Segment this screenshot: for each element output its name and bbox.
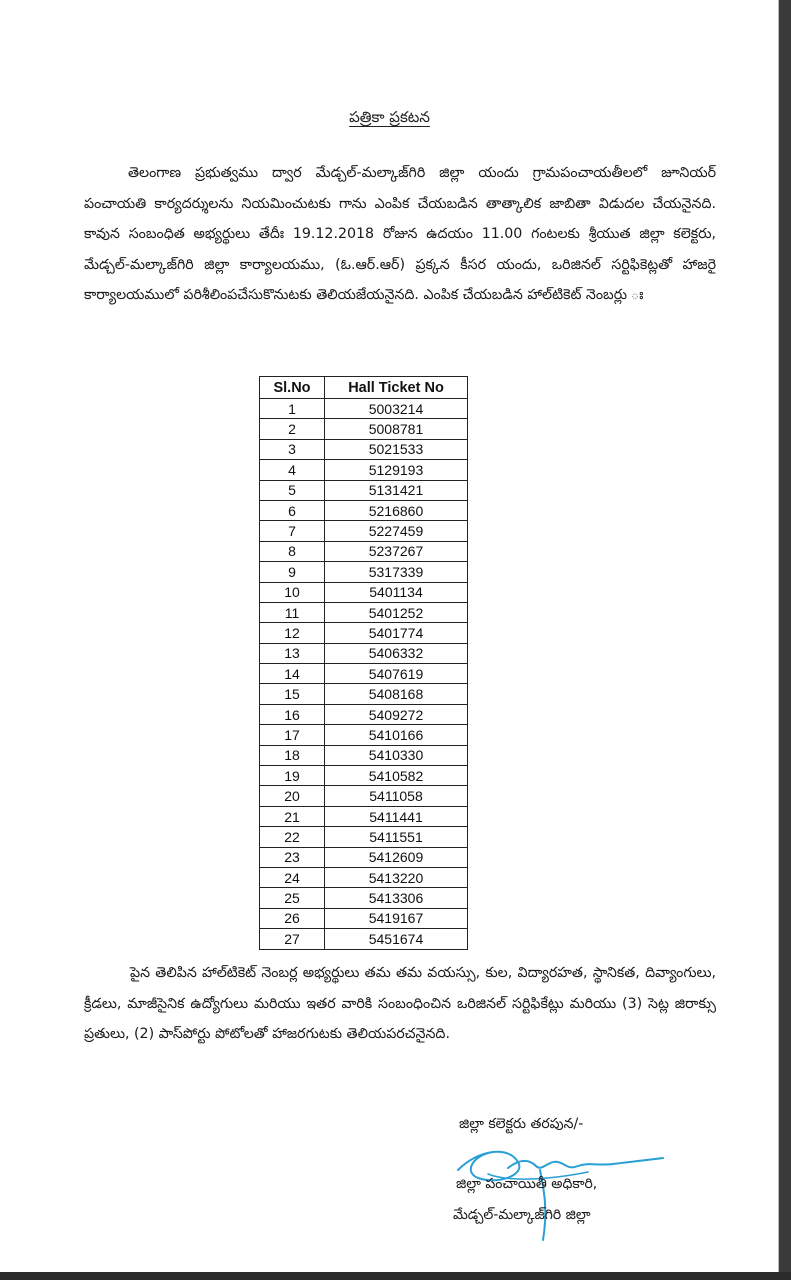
cell-hall-ticket-no: 5216860 (325, 500, 468, 520)
page-title (0, 108, 779, 130)
cell-sl-no: 8 (260, 541, 325, 561)
cell-sl-no: 13 (260, 643, 325, 663)
cell-sl-no: 24 (260, 867, 325, 887)
cell-hall-ticket-no: 5021533 (325, 439, 468, 459)
table-row (260, 399, 468, 419)
cell-sl-no: 2 (260, 419, 325, 439)
table-row (260, 623, 468, 643)
cell-sl-no: 11 (260, 602, 325, 622)
cell-hall-ticket-no: 5401774 (325, 623, 468, 643)
table-row (260, 500, 468, 520)
notice-paragraph-2: పైన తెలిపిన హాల్‌టికెట్ నెంబర్ల అభ్యర్థులు తమ తమ వయస్సు, కుల, విద్యారహత, స్థానికత, దివ్యాంగులు, క్రీడలు, మాజీసైనిక ఉద్యోగులు మరియు ఇతర వారికి సంబంధించిన ఒరిజినల్ సర్టిఫికేట్లు మరియు (3) సెట్ల జిరాక్సు ప్రతులు, (2) పాస్‌పోర్టు పోటోలతో హాజరగుటకు తెలియపరచనైనది. (84, 965, 716, 1042)
signature-district: మేడ్చల్-మల్కాజ్‌గిరి జిల్లా (453, 1207, 591, 1223)
table-row (260, 929, 468, 949)
table-header-row (260, 377, 468, 399)
cell-hall-ticket-no: 5419167 (325, 908, 468, 928)
cell-sl-no: 9 (260, 562, 325, 582)
cell-sl-no: 6 (260, 500, 325, 520)
table-row (260, 725, 468, 745)
cell-hall-ticket-no: 5411058 (325, 786, 468, 806)
table-row (260, 439, 468, 459)
cell-hall-ticket-no: 5410166 (325, 725, 468, 745)
cell-sl-no: 17 (260, 725, 325, 745)
cell-sl-no: 10 (260, 582, 325, 602)
table-row (260, 888, 468, 908)
table-row (260, 847, 468, 867)
cell-hall-ticket-no: 5410330 (325, 745, 468, 765)
cell-sl-no: 27 (260, 929, 325, 949)
cell-hall-ticket-no: 5410582 (325, 766, 468, 786)
cell-sl-no: 19 (260, 766, 325, 786)
cell-sl-no: 26 (260, 908, 325, 928)
cell-sl-no: 20 (260, 786, 325, 806)
cell-sl-no: 4 (260, 460, 325, 480)
table-row (260, 745, 468, 765)
cell-hall-ticket-no: 5409272 (325, 704, 468, 724)
table-row (260, 541, 468, 561)
header-sl-no: Sl.No (260, 377, 325, 399)
table-row (260, 786, 468, 806)
cell-hall-ticket-no: 5413306 (325, 888, 468, 908)
table-row (260, 480, 468, 500)
cell-hall-ticket-no: 5401134 (325, 582, 468, 602)
table-row (260, 867, 468, 887)
table-row (260, 664, 468, 684)
cell-sl-no: 21 (260, 806, 325, 826)
cell-sl-no: 7 (260, 521, 325, 541)
table-row (260, 419, 468, 439)
cell-sl-no: 3 (260, 439, 325, 459)
cell-sl-no: 14 (260, 664, 325, 684)
cell-hall-ticket-no: 5411551 (325, 827, 468, 847)
table-row (260, 766, 468, 786)
table-row (260, 908, 468, 928)
cell-hall-ticket-no: 5317339 (325, 562, 468, 582)
table-row (260, 806, 468, 826)
table-row (260, 460, 468, 480)
cell-hall-ticket-no: 5406332 (325, 643, 468, 663)
table-row (260, 562, 468, 582)
table-row (260, 643, 468, 663)
table-row (260, 582, 468, 602)
header-hall-ticket-no: Hall Ticket No (325, 377, 468, 399)
cell-hall-ticket-no: 5411441 (325, 806, 468, 826)
table-row (260, 684, 468, 704)
cell-sl-no: 12 (260, 623, 325, 643)
cell-hall-ticket-no: 5131421 (325, 480, 468, 500)
cell-sl-no: 22 (260, 827, 325, 847)
cell-sl-no: 16 (260, 704, 325, 724)
signature-on-behalf: జిల్లా కలెక్టరు తరపున/- (459, 1116, 584, 1132)
cell-hall-ticket-no: 5412609 (325, 847, 468, 867)
cell-hall-ticket-no: 5227459 (325, 521, 468, 541)
cell-sl-no: 25 (260, 888, 325, 908)
table-row (260, 704, 468, 724)
scan-edge (0, 1272, 791, 1280)
cell-hall-ticket-no: 5237267 (325, 541, 468, 561)
table-body (260, 399, 468, 950)
table-row (260, 602, 468, 622)
hall-ticket-table (259, 376, 468, 950)
cell-hall-ticket-no: 5129193 (325, 460, 468, 480)
cell-hall-ticket-no: 5008781 (325, 419, 468, 439)
cell-hall-ticket-no: 5408168 (325, 684, 468, 704)
title-text: పత్రికా ప్రకటన (349, 108, 430, 126)
table-row (260, 827, 468, 847)
cell-hall-ticket-no: 5413220 (325, 867, 468, 887)
cell-sl-no: 5 (260, 480, 325, 500)
cell-hall-ticket-no: 5003214 (325, 399, 468, 419)
cell-sl-no: 18 (260, 745, 325, 765)
cell-sl-no: 15 (260, 684, 325, 704)
cell-hall-ticket-no: 5451674 (325, 929, 468, 949)
table-row (260, 521, 468, 541)
cell-hall-ticket-no: 5401252 (325, 602, 468, 622)
cell-sl-no: 23 (260, 847, 325, 867)
signature-designation: జిల్లా పంచాయితీ అధికారి, (456, 1176, 598, 1192)
notice-paragraph-1: తెలంగాణ ప్రభుత్వము ద్వార మేడ్చల్-మల్కాజ్‌గిరి జిల్లా యందు గ్రామపంచాయతీలలో జూనియర్ పంచాయతి కార్యదర్శులను నియమించుటకు గాను ఎంపిక చేయబడిన తాత్కాలిక జాబితా విడుదల చేయనైనది. కావున సంబంధిత అభ్యర్థులు తేదీః 19.12.2018 రోజున ఉదయం 11.00 గంటలకు శ్రీయుత జిల్లా కలెక్టరు, మేడ్చల్-మల్కాజ్‌గిరి జిల్లా కార్యాలయము, (ఓ.ఆర్.ఆర్) ప్రక్కన కీసర యందు, ఒరిజినల్ సర్టిఫికెట్లతో హాజరై కార్యాలయములో పరిశీలింపచేసుకొనుటకు తెలియజేయనైనది. ఎంపిక చేయబడిన హాల్‌టికెట్ నెంబర్లు ః (84, 165, 716, 303)
cell-sl-no: 1 (260, 399, 325, 419)
cell-hall-ticket-no: 5407619 (325, 664, 468, 684)
